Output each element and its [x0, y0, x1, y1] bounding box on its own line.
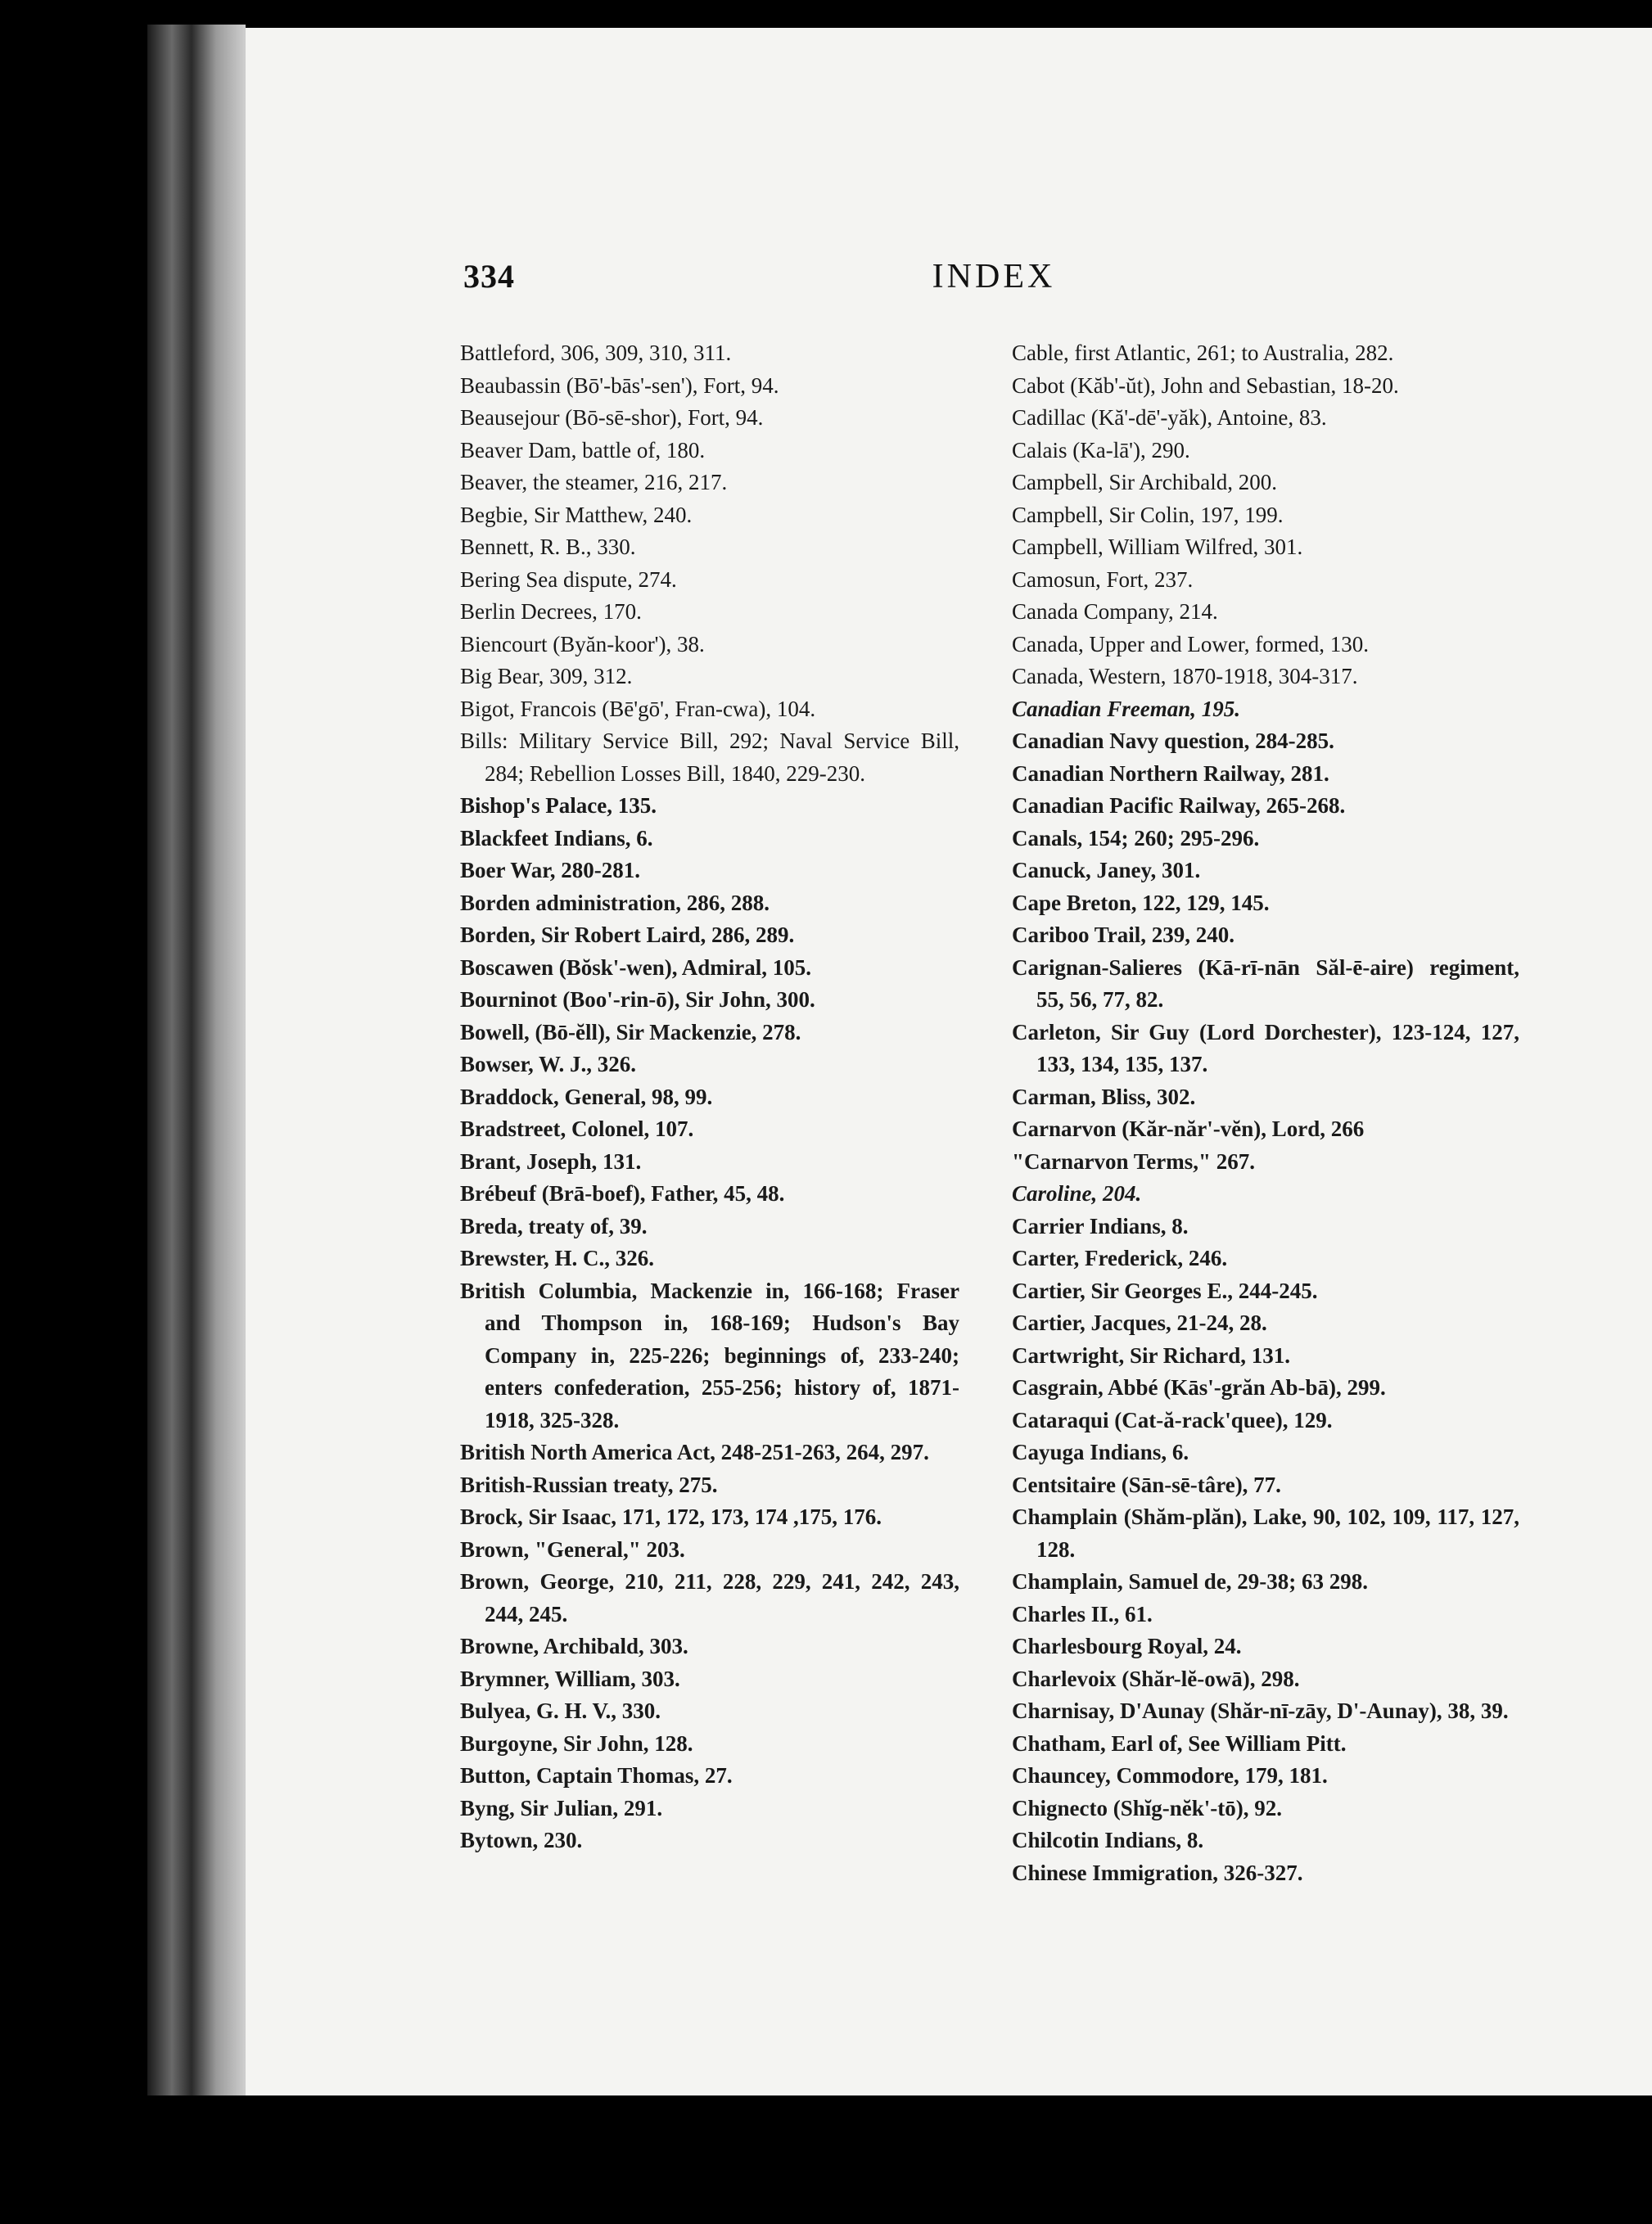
index-entry: Carleton, Sir Guy (Lord Dorchester), 123-124, 127, 133, 134, 135, 137. [1012, 1019, 1519, 1076]
index-entry: Cariboo Trail, 239, 240. [1012, 923, 1235, 947]
index-entry: Beaver, the steamer, 216, 217. [460, 470, 728, 494]
index-entry: Campbell, William Wilfred, 301. [1012, 535, 1303, 559]
index-entry: Brock, Sir Isaac, 171, 172, 173, 174 ,175, 176. [460, 1504, 882, 1529]
index-entry: Cartier, Sir Georges E., 244-245. [1012, 1278, 1318, 1303]
index-entry: Charlevoix (Shăr-lĕ-owā), 298. [1012, 1666, 1300, 1691]
index-entry: Canadian Navy question, 284-285. [1012, 729, 1334, 753]
index-entry: British-Russian treaty, 275. [460, 1472, 718, 1497]
index-entry: Carter, Frederick, 246. [1012, 1246, 1228, 1270]
index-entry: Champlain (Shăm-plăn), Lake, 90, 102, 109, 117, 127, 128. [1012, 1504, 1519, 1562]
index-entry: Cayuga Indians, 6. [1012, 1440, 1189, 1464]
index-entry: Centsitaire (Sān-sē-târe), 77. [1012, 1472, 1281, 1497]
index-entry: Button, Captain Thomas, 27. [460, 1763, 733, 1788]
index-entry: Blackfeet Indians, 6. [460, 825, 653, 850]
index-entry: Carignan-Salieres (Kā-rī-nān Săl-ē-aire) regiment, 55, 56, 77, 82. [1012, 954, 1519, 1012]
index-entry: Bradstreet, Colonel, 107. [460, 1117, 694, 1141]
index-entry: Cable, first Atlantic, 261; to Australia, 282. [1012, 341, 1394, 365]
index-entry: Cabot (Kăb'-ŭt), John and Sebastian, 18-20. [1012, 372, 1399, 398]
index-entry: Bishop's Palace, 135. [460, 793, 657, 818]
index-entry: Cataraqui (Cat-ă-rack'quee), 129. [1012, 1407, 1333, 1432]
index-entry: Carrier Indians, 8. [1012, 1213, 1189, 1238]
index-entry: Burgoyne, Sir John, 128. [460, 1730, 693, 1756]
index-entry: Canadian Freeman, 195. [1012, 696, 1241, 721]
index-entry: Carnarvon (Kăr-năr'-vĕn), Lord, 266 [1012, 1117, 1365, 1141]
index-page [246, 28, 1652, 2095]
index-entry: Charles II., 61. [1012, 1601, 1153, 1626]
index-entry: Cartwright, Sir Richard, 131. [1012, 1342, 1290, 1368]
index-entry: Campbell, Sir Colin, 197, 199. [1012, 502, 1284, 527]
index-entry: Canuck, Janey, 301. [1012, 858, 1201, 882]
index-entry: Bennett, R. B., 330. [460, 535, 636, 559]
index-entry: Caroline, 204. [1012, 1181, 1142, 1206]
index-entry: Champlain, Samuel de, 29-38; 63 298. [1012, 1569, 1369, 1594]
index-entry: Brewster, H. C., 326. [460, 1246, 654, 1270]
index-entry: Berlin Decrees, 170. [460, 599, 642, 624]
index-entry: Charnisay, D'Aunay (Shăr-nī-zāy, D'-Aunay), 38, 39. [1012, 1698, 1509, 1723]
index-entry: Big Bear, 309, 312. [460, 664, 633, 688]
page-number: 334 [463, 258, 515, 295]
index-entry: Bills: Military Service Bill, 292; Naval Service Bill, 284; Rebellion Losses Bill, 1840, 229-230. [460, 729, 959, 786]
index-entry: Chilcotin Indians, 8. [1012, 1828, 1204, 1852]
index-entry: Braddock, General, 98, 99. [460, 1084, 713, 1109]
index-entry: Bowser, W. J., 326. [460, 1052, 637, 1076]
index-entry: Bowell, (Bō-ĕll), Sir Mackenzie, 278. [460, 1019, 801, 1044]
index-entry: British Columbia, Mackenzie in, 166-168; Fraser and Thompson in, 168-169; Hudson's Bay Company in, 225-226; beginnings of, 233-240; enters confederation, 255-256; history of, 1871-1918, 325-328. [460, 1278, 959, 1432]
index-entry: Charlesbourg Royal, 24. [1012, 1634, 1242, 1658]
index-entry: Boer War, 280-281. [460, 858, 641, 882]
index-entry: Biencourt (Byăn-koor'), 38. [460, 631, 705, 656]
index-entry: Canada, Upper and Lower, formed, 130. [1012, 631, 1370, 656]
index-entry: Breda, treaty of, 39. [460, 1213, 648, 1238]
index-entry: Carman, Bliss, 302. [1012, 1084, 1196, 1109]
running-title: INDEX [932, 258, 1056, 295]
index-entry: Camosun, Fort, 237. [1012, 566, 1194, 592]
index-entry: Canada, Western, 1870-1918, 304-317. [1012, 664, 1358, 688]
index-entry: Boscawen (Bŏsk'-wen), Admiral, 105. [460, 954, 812, 980]
index-entry: Chatham, Earl of, See William Pitt. [1012, 1730, 1347, 1756]
index-entry: Chinese Immigration, 326-327. [1012, 1860, 1303, 1885]
index-entry: Canadian Pacific Railway, 265-268. [1012, 793, 1346, 818]
index-entry: Brown, "General," 203. [460, 1536, 685, 1562]
index-entry: Byng, Sir Julian, 291. [460, 1795, 663, 1820]
index-entry: Cartier, Jacques, 21-24, 28. [1012, 1310, 1267, 1335]
index-entry: Browne, Archibald, 303. [460, 1634, 688, 1658]
index-entry: "Carnarvon Terms," 267. [1012, 1148, 1255, 1174]
index-entry: Canada Company, 214. [1012, 599, 1218, 624]
page-header [246, 257, 1652, 306]
index-entry: Canals, 154; 260; 295-296. [1012, 825, 1260, 850]
index-entry: Chauncey, Commodore, 179, 181. [1012, 1763, 1328, 1788]
index-entry: Beausejour (Bō-sē-shor), Fort, 94. [460, 405, 764, 430]
index-entry: Battleford, 306, 309, 310, 311. [460, 341, 732, 365]
index-entry: Borden administration, 286, 288. [460, 890, 770, 915]
index-entry: Bering Sea dispute, 274. [460, 566, 677, 592]
index-column-left [460, 337, 959, 1857]
index-entry: Bigot, Francois (Bē'gō', Fran-cwa), 104. [460, 696, 816, 721]
index-entry: Bulyea, G. H. V., 330. [460, 1698, 661, 1723]
index-entry: British North America Act, 248-251-263, 264, 297. [460, 1440, 929, 1464]
index-entry: Borden, Sir Robert Laird, 286, 289. [460, 923, 795, 947]
index-entry: Cape Breton, 122, 129, 145. [1012, 890, 1270, 915]
index-entry: Canadian Northern Railway, 281. [1012, 760, 1329, 786]
index-entry: Brymner, William, 303. [460, 1666, 680, 1691]
index-entry: Calais (Ka-lā'), 290. [1012, 437, 1190, 462]
index-entry: Brant, Joseph, 131. [460, 1148, 642, 1174]
index-entry: Bourninot (Boo'-rin-ō), Sir John, 300. [460, 987, 815, 1012]
index-entry: Brébeuf (Brā-boef), Father, 45, 48. [460, 1181, 785, 1206]
index-entry: Cadillac (Kă'-dē'-yăk), Antoine, 83. [1012, 405, 1327, 430]
index-entry: Casgrain, Abbé (Kās'-grăn Ab-bā), 299. [1012, 1375, 1386, 1400]
index-entry: Brown, George, 210, 211, 228, 229, 241, 242, 243, 244, 245. [460, 1569, 959, 1626]
index-entry: Campbell, Sir Archibald, 200. [1012, 470, 1277, 494]
book-spine-shadow [147, 25, 246, 2095]
index-column-right [1012, 337, 1519, 1889]
index-entry: Begbie, Sir Matthew, 240. [460, 502, 693, 527]
index-entry: Beaubassin (Bō'-bās'-sen'), Fort, 94. [460, 372, 779, 398]
index-entry: Bytown, 230. [460, 1828, 583, 1852]
index-entry: Beaver Dam, battle of, 180. [460, 437, 706, 462]
index-entry: Chignecto (Shĭg-nĕk'-tō), 92. [1012, 1795, 1282, 1820]
